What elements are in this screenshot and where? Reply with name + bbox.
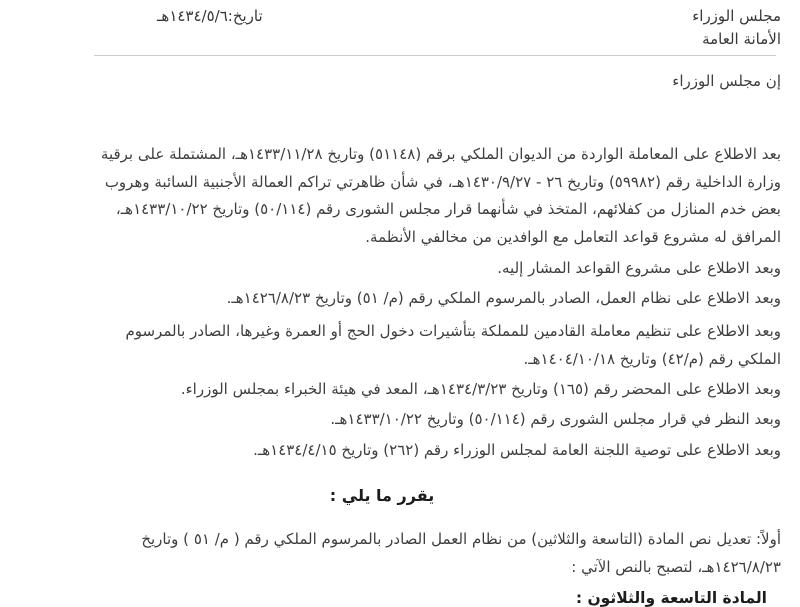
preamble-item-experts-minutes: وبعد الاطلاع على المحضر رقم (١٦٥) وتاريخ ١٤٣٤/٣/٢٣هـ، المعد في هيئة الخبراء بمجلس الوزراء.: [180, 380, 781, 398]
org-name: مجلس الوزراء: [692, 7, 781, 25]
paragraph-line: المرافق له مشروع قواعد التعامل مع الوافدين من مخالفي الأنظمة.: [365, 227, 781, 246]
paragraph-line: بعض خدم المنازل من كفلائهم، المتخذ في شأنهما قرار مجلس الشورى رقم (٥٠/١١٤) وتاريخ ١٤٣٣/١٠/٢٢هـ،: [115, 200, 781, 218]
paragraph-line: وبعد الاطلاع على تنظيم معاملة القادمين للمملكة بتأشيرات دخول الحج أو العمرة وغيرها، الصادر بالمرسوم: [125, 322, 781, 340]
header-date: تاريخ:١٤٣٤/٥/٦هـ: [157, 7, 263, 25]
decision-item-first: [141, 526, 781, 581]
decree-heading: يقرر ما يلي :: [329, 486, 435, 505]
header-organization: [692, 5, 781, 51]
preamble-paragraph-visas: [125, 318, 781, 373]
header-divider: [94, 55, 776, 56]
org-department: الأمانة العامة: [702, 30, 781, 48]
preamble-item-labor-law: وبعد الاطلاع على نظام العمل، الصادر بالمرسوم الملكي رقم (م/ ٥١) وتاريخ ١٤٢٦/٨/٢٣هـ.: [226, 289, 781, 307]
preamble-paragraph-1: [101, 141, 781, 251]
preamble-item-rules-draft: وبعد الاطلاع على مشروع القواعد المشار إليه.: [497, 259, 781, 277]
preamble-item-shura-decision: وبعد النظر في قرار مجلس الشورى رقم (٥٠/١١٤) وتاريخ ١٤٣٣/١٠/٢٢هـ.: [330, 410, 781, 428]
paragraph-line: أولاً: تعديل نص المادة (التاسعة والثلاثين) من نظام العمل الصادر بالمرسوم الملكي رقم ( م/ ٥١ ) وتاريخ: [141, 530, 781, 548]
preamble-item-committee-recommendation: وبعد الاطلاع على توصية اللجنة العامة لمجلس الوزراء رقم (٢٦٢) وتاريخ ١٤٣٤/٤/١٥هـ.: [253, 441, 781, 459]
paragraph-line: وزارة الداخلية رقم (٥٩٩٨٢) وتاريخ ٢٦ - ١٤٣٠/٩/٢٧هـ، في شأن ظاهرتي تراكم العمالة الأجنبية السائبة وهروب: [104, 172, 781, 191]
paragraph-line: ١٤٢٦/٨/٢٣هـ، لتصبح بالنص الآتي :: [571, 557, 781, 576]
intro-line: إن مجلس الوزراء: [672, 72, 781, 90]
paragraph-line: بعد الاطلاع على المعاملة الواردة من الديوان الملكي برقم (٥١١٤٨) وتاريخ ١٤٣٣/١١/٢٨هـ، المشتملة على برقية: [100, 145, 781, 163]
paragraph-line: الملكي رقم (م/٤٢) وتاريخ ١٤٠٤/١٠/١٨هـ.: [523, 349, 781, 368]
article-39-heading-partial: المادة التاسعة والثلاثون :: [575, 589, 767, 607]
